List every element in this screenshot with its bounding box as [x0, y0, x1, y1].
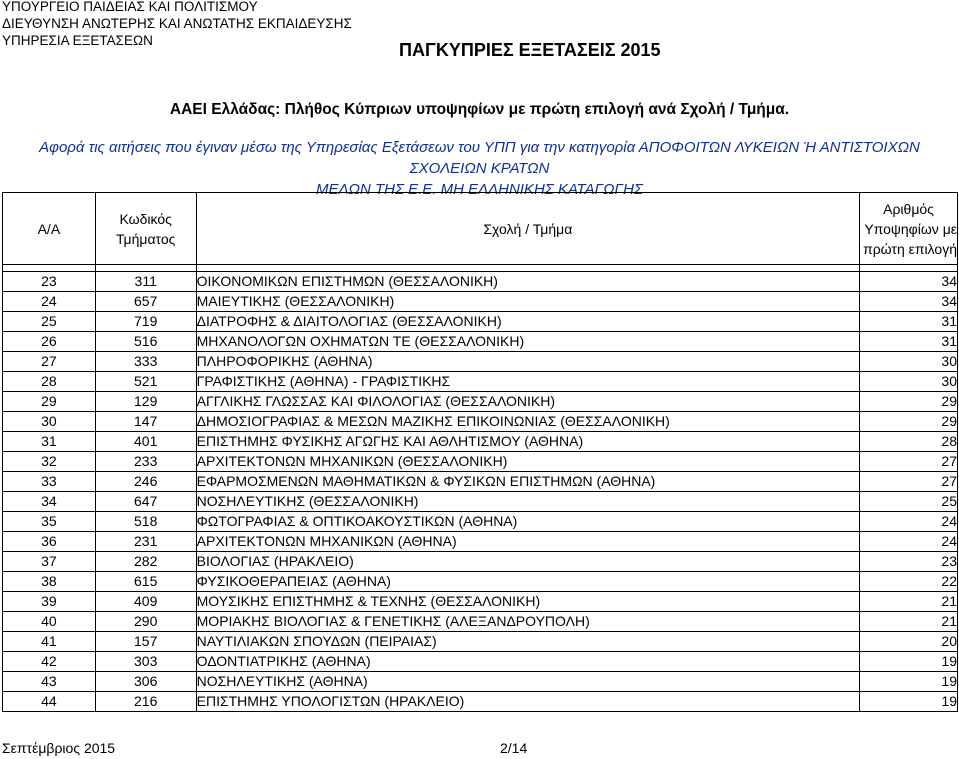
- row-aa: 33: [3, 472, 96, 492]
- row-count: 23: [860, 552, 958, 572]
- row-count: 19: [860, 652, 958, 672]
- table-row: [3, 332, 958, 352]
- row-school: ΒΙΟΛΟΓΙΑΣ (ΗΡΑΚΛΕΙΟ): [196, 552, 859, 572]
- row-count: 20: [860, 632, 958, 652]
- table-row: [3, 272, 958, 292]
- row-code: 409: [95, 592, 196, 612]
- report-note: [0, 137, 959, 200]
- row-count: 34: [860, 292, 958, 312]
- row-count: 19: [860, 692, 958, 712]
- row-aa: 41: [3, 632, 96, 652]
- row-code: 231: [95, 532, 196, 552]
- row-school: ΑΡΧΙΤΕΚΤΟΝΩΝ ΜΗΧΑΝΙΚΩΝ (ΘΕΣΣΑΛΟΝΙΚΗ): [196, 452, 859, 472]
- row-code: 401: [95, 432, 196, 452]
- row-school: ΓΡΑΦΙΣΤΙΚΗΣ (ΑΘΗΝΑ) - ΓΡΑΦΙΣΤΙΚΗΣ: [196, 372, 859, 392]
- table-header-row: [3, 193, 958, 265]
- row-school: ΔΗΜΟΣΙΟΓΡΑΦΙΑΣ & ΜΕΣΩΝ ΜΑΖΙΚΗΣ ΕΠΙΚΟΙΝΩΝΙΑΣ (ΘΕΣΣΑΛΟΝΙΚΗ): [196, 412, 859, 432]
- row-aa: 43: [3, 672, 96, 692]
- row-count: 22: [860, 572, 958, 592]
- report-note-line-2: ΜΕΛΩΝ ΤΗΣ Ε.Ε. ΜΗ ΕΛΛΗΝΙΚΗΣ ΚΑΤΑΓΩΓΗΣ: [316, 181, 643, 198]
- row-school: ΜΑΙΕΥΤΙΚΗΣ (ΘΕΣΣΑΛΟΝΙΚΗ): [196, 292, 859, 312]
- row-aa: 32: [3, 452, 96, 472]
- row-count: 21: [860, 592, 958, 612]
- row-school: ΟΙΚΟΝΟΜΙΚΩΝ ΕΠΙΣΤΗΜΩΝ (ΘΕΣΣΑΛΟΝΙΚΗ): [196, 272, 859, 292]
- row-school: ΝΑΥΤΙΛΙΑΚΩΝ ΣΠΟΥΔΩΝ (ΠΕΙΡΑΙΑΣ): [196, 632, 859, 652]
- table-row: [3, 592, 958, 612]
- row-code: 333: [95, 352, 196, 372]
- header-aa: Α/Α: [3, 193, 96, 265]
- report-note-line-1: Αφορά τις αιτήσεις που έγιναν μέσω της Υπηρεσίας Εξετάσεων του ΥΠΠ για την κατηγορία ΑΠΟΦΟΙΤΩΝ ΛΥΚΕΙΩΝ Ή ΑΝΤΙΣΤΟΙΧΩΝ ΣΧΟΛΕΙΩΝ ΚΡΑΤΩΝ: [39, 139, 920, 177]
- row-count: 25: [860, 492, 958, 512]
- row-school: ΦΩΤΟΓΡΑΦΙΑΣ & ΟΠΤΙΚΟΑΚΟΥΣΤΙΚΩΝ (ΑΘΗΝΑ): [196, 512, 859, 532]
- table-row: [3, 572, 958, 592]
- row-school: ΔΙΑΤΡΟΦΗΣ & ΔΙΑΙΤΟΛΟΓΙΑΣ (ΘΕΣΣΑΛΟΝΙΚΗ): [196, 312, 859, 332]
- row-code: 719: [95, 312, 196, 332]
- row-code: 246: [95, 472, 196, 492]
- header-count-line-1: Αριθμός: [883, 200, 934, 217]
- table-row: [3, 632, 958, 652]
- row-code: 216: [95, 692, 196, 712]
- table-row: [3, 612, 958, 632]
- table-row: [3, 292, 958, 312]
- header-count-line-3: πρώτη επιλογή: [863, 240, 957, 257]
- row-code: 521: [95, 372, 196, 392]
- row-aa: 30: [3, 412, 96, 432]
- row-aa: 26: [3, 332, 96, 352]
- row-code: 516: [95, 332, 196, 352]
- row-code: 615: [95, 572, 196, 592]
- row-aa: 38: [3, 572, 96, 592]
- row-school: ΕΠΙΣΤΗΜΗΣ ΥΠΟΛΟΓΙΣΤΩΝ (ΗΡΑΚΛΕΙΟ): [196, 692, 859, 712]
- row-code: 657: [95, 292, 196, 312]
- row-school: ΕΠΙΣΤΗΜΗΣ ΦΥΣΙΚΗΣ ΑΓΩΓΗΣ ΚΑΙ ΑΘΛΗΤΙΣΜΟΥ (ΑΘΗΝΑ): [196, 432, 859, 452]
- header-code: [95, 193, 196, 265]
- header-count: [860, 193, 958, 265]
- row-school: ΜΟΡΙΑΚΗΣ ΒΙΟΛΟΓΙΑΣ & ΓΕΝΕΤΙΚΗΣ (ΑΛΕΞΑΝΔΡΟΥΠΟΛΗ): [196, 612, 859, 632]
- row-school: ΠΛΗΡΟΦΟΡΙΚΗΣ (ΑΘΗΝΑ): [196, 352, 859, 372]
- row-code: 518: [95, 512, 196, 532]
- row-code: 647: [95, 492, 196, 512]
- row-aa: 40: [3, 612, 96, 632]
- table-row: [3, 532, 958, 552]
- row-code: 282: [95, 552, 196, 572]
- row-code: 311: [95, 272, 196, 292]
- row-school: ΑΡΧΙΤΕΚΤΟΝΩΝ ΜΗΧΑΝΙΚΩΝ (ΑΘΗΝΑ): [196, 532, 859, 552]
- row-school: ΟΔΟΝΤΙΑΤΡΙΚΗΣ (ΑΘΗΝΑ): [196, 652, 859, 672]
- row-aa: 42: [3, 652, 96, 672]
- header-count-line-2: Υποψηφίων με: [864, 220, 957, 237]
- header-school: Σχολή / Τμήμα: [196, 193, 859, 265]
- row-code: 290: [95, 612, 196, 632]
- page-number: 2/14: [500, 740, 528, 756]
- row-aa: 39: [3, 592, 96, 612]
- row-school: ΑΓΓΛΙΚΗΣ ΓΛΩΣΣΑΣ ΚΑΙ ΦΙΛΟΛΟΓΙΑΣ (ΘΕΣΣΑΛΟΝΙΚΗ): [196, 392, 859, 412]
- table-row: [3, 512, 958, 532]
- row-count: 29: [860, 412, 958, 432]
- row-school: ΜΟΥΣΙΚΗΣ ΕΠΙΣΤΗΜΗΣ & ΤΕΧΝΗΣ (ΘΕΣΣΑΛΟΝΙΚΗ): [196, 592, 859, 612]
- row-code: 306: [95, 672, 196, 692]
- header-code-line-1: Κωδικός: [119, 210, 172, 227]
- table-row: [3, 372, 958, 392]
- table-row: [3, 692, 958, 712]
- row-count: 30: [860, 372, 958, 392]
- row-count: 34: [860, 272, 958, 292]
- report-title: ΑΑΕΙ Ελλάδας: Πλήθος Κύπριων υποψηφίων με πρώτη επιλογή ανά Σχολή / Τμήμα.: [169, 101, 790, 118]
- row-code: 233: [95, 452, 196, 472]
- row-school: ΜΗΧΑΝΟΛΟΓΩΝ ΟΧΗΜΑΤΩΝ ΤΕ (ΘΕΣΣΑΛΟΝΙΚΗ): [196, 332, 859, 352]
- service-name: ΥΠΗΡΕΣΙΑ ΕΞΕΤΑΣΕΩΝ: [2, 33, 153, 48]
- footer-date: Σεπτέμβριος 2015: [2, 740, 116, 756]
- table-row: [3, 312, 958, 332]
- row-aa: 35: [3, 512, 96, 532]
- row-count: 27: [860, 452, 958, 472]
- row-count: 30: [860, 352, 958, 372]
- row-aa: 44: [3, 692, 96, 712]
- row-count: 31: [860, 312, 958, 332]
- row-aa: 31: [3, 432, 96, 452]
- table-row: [3, 352, 958, 372]
- ministry-name: ΥΠΟΥΡΓΕΙΟ ΠΑΙΔΕΙΑΣ ΚΑΙ ΠΟΛΙΤΙΣΜΟΥ: [2, 0, 258, 14]
- row-count: 24: [860, 532, 958, 552]
- row-count: 28: [860, 432, 958, 452]
- table-row: [3, 492, 958, 512]
- row-code: 129: [95, 392, 196, 412]
- table-row: [3, 452, 958, 472]
- spacer-row: [3, 265, 958, 272]
- row-aa: 25: [3, 312, 96, 332]
- row-aa: 27: [3, 352, 96, 372]
- row-aa: 23: [3, 272, 96, 292]
- row-school: ΦΥΣΙΚΟΘΕΡΑΠΕΙΑΣ (ΑΘΗΝΑ): [196, 572, 859, 592]
- row-count: 19: [860, 672, 958, 692]
- row-aa: 37: [3, 552, 96, 572]
- table-row: [3, 432, 958, 452]
- row-school: ΝΟΣΗΛΕΥΤΙΚΗΣ (ΘΕΣΣΑΛΟΝΙΚΗ): [196, 492, 859, 512]
- row-count: 29: [860, 392, 958, 412]
- row-count: 27: [860, 472, 958, 492]
- row-code: 147: [95, 412, 196, 432]
- exam-title: ΠΑΓΚΥΠΡΙΕΣ ΕΞΕΤΑΣΕΙΣ 2015: [399, 40, 661, 60]
- row-aa: 24: [3, 292, 96, 312]
- row-code: 157: [95, 632, 196, 652]
- table-row: [3, 672, 958, 692]
- row-school: ΕΦΑΡΜΟΣΜΕΝΩΝ ΜΑΘΗΜΑΤΙΚΩΝ & ΦΥΣΙΚΩΝ ΕΠΙΣΤΗΜΩΝ (ΑΘΗΝΑ): [196, 472, 859, 492]
- table-row: [3, 412, 958, 432]
- table-row: [3, 552, 958, 572]
- row-aa: 36: [3, 532, 96, 552]
- row-count: 31: [860, 332, 958, 352]
- row-aa: 29: [3, 392, 96, 412]
- row-school: ΝΟΣΗΛΕΥΤΙΚΗΣ (ΑΘΗΝΑ): [196, 672, 859, 692]
- header-code-line-2: Τμήματος: [116, 230, 176, 247]
- directorate-name: ΔΙΕΥΘΥΝΣΗ ΑΝΩΤΕΡΗΣ ΚΑΙ ΑΝΩΤΑΤΗΣ ΕΚΠΑΙΔΕΥΣΗΣ: [2, 16, 352, 31]
- row-aa: 28: [3, 372, 96, 392]
- table-row: [3, 392, 958, 412]
- table-row: [3, 472, 958, 492]
- table-row: [3, 652, 958, 672]
- row-aa: 34: [3, 492, 96, 512]
- row-count: 21: [860, 612, 958, 632]
- candidates-table: [2, 192, 958, 712]
- row-code: 303: [95, 652, 196, 672]
- row-count: 24: [860, 512, 958, 532]
